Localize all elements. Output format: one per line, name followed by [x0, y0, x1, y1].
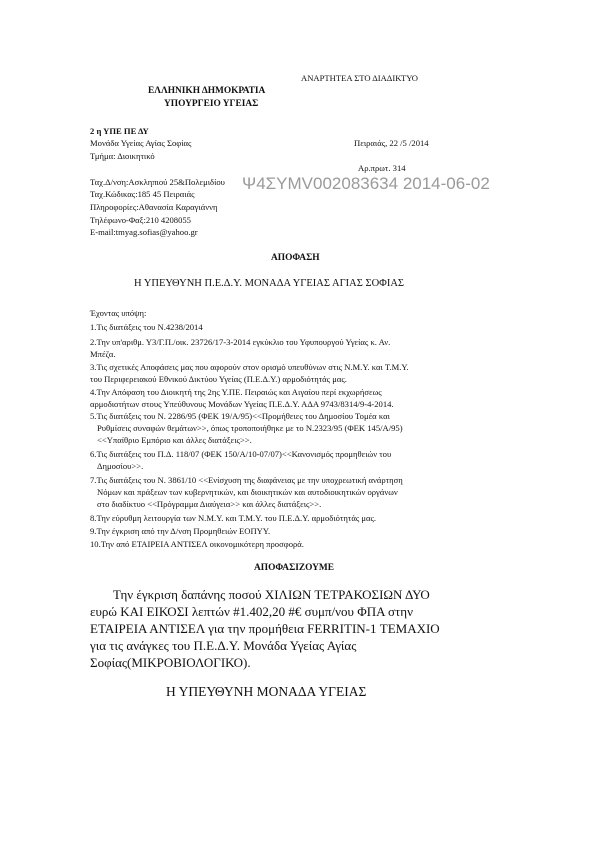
address-line: Ταχ.Δ/νση:Ασκληπιού 25&Πολεμιδίου: [90, 177, 225, 187]
body-line: ΕΤΑΙΡΕΙΑ ΑΝΤΙΣΕΛ για την προμήθεια FERRITIN-1 ΤΕΜΑΧΙΟ: [90, 621, 440, 636]
consideration-line: 8.Την εύρυθμη λειτουργία των Ν.Μ.Υ. και Τ.Μ.Υ. του Π.Ε.Δ.Υ. αρμοδιότητάς μας.: [90, 513, 377, 523]
consideration-line: Ρυθμίσεις συναφών θεμάτων>>, όπως τροποποιήθηκε με το Ν.2323/95 (ΦΕΚ 145/Α/95): [97, 423, 403, 433]
consideration-line: 1.Τις διατάξεις του Ν.4238/2014: [90, 322, 203, 332]
consideration-line: 9.Την έγκριση από την Δ/νση Προμηθειών ΕΟΠΥΥ.: [90, 526, 271, 536]
place-date: Πειραιάς, 22 /5 /2014: [354, 138, 429, 148]
consideration-line: 4.Την Απόφαση του Διοικητή της 2ης Υ.ΠΕ. Πειραιώς και Αιγαίου περί εκχωρήσεως: [90, 387, 382, 397]
consideration-line: 7.Τις διατάξεις του Ν. 3861/10 <<Ενίσχυση της διαφάνειας με την υποχρεωτική ανάρτηση: [90, 475, 403, 485]
body-line: Την έγκριση δαπάνης ποσού ΧΙΛΙΩΝ ΤΕΤΡΑΚΟΣΙΩΝ ΔΥΟ: [113, 587, 430, 602]
body-line: ευρώ ΚΑΙ ΕΙΚΟΣΙ λεπτών #1.402,20 #€ συμπ/νου ΦΠΑ στην: [90, 604, 413, 619]
department-line: Τμήμα: Διοικητικό: [90, 151, 155, 161]
consideration-line: 3.Τις σχετικές Αποφάσεις μας που αφορούν στον ορισμό υπευθύνων στις Ν.Μ.Υ. και Τ.Μ.Υ.: [90, 362, 409, 372]
health-unit-line: Μονάδα Υγείας Αγίας Σοφίας: [90, 138, 192, 148]
region-line: 2 η ΥΠΕ ΠΕ ΔΥ: [90, 126, 149, 136]
considering-label: Έχοντας υπόψη:: [90, 308, 147, 318]
phone-fax-line: Τηλέφωνο-Φαξ:210 4208055: [90, 215, 191, 225]
postal-code-line: Ταχ.Κώδικας:185 45 Πειραιάς: [90, 189, 195, 199]
consideration-line: στο διαδίκτυο <<Πρόγραμμα Διαύγεια>> και άλλες διατάξεις>>.: [97, 499, 322, 509]
consideration-line: αρμοδιοτήτων στους Υπεύθυνους Μονάδων Υγείας Π.Ε.Δ.Υ. ΑΔΑ 9743/8314/9-4-2014.: [90, 399, 394, 409]
decision-title: ΑΠΟΦΑΣΗ: [271, 253, 320, 263]
consideration-line: Μπέζα.: [90, 349, 116, 359]
body-line: Σοφίας(ΜΙΚΡΟΒΙΟΛΟΓΙΚΟ).: [90, 655, 251, 670]
consideration-line: 10.Την από ΕΤΑΙΡΕΙΑ ΑΝΤΙΣΕΛ οικονομικότερη προσφορά.: [90, 539, 304, 549]
consideration-line: 2.Την υπ'αριθμ. Υ3/Γ.Π./οικ. 23726/17-3-2014 εγκύκλιο του Υφυπουργού Υγείας κ. Αν.: [90, 337, 391, 347]
consideration-line: 5.Τις διατάξεις του Ν. 2286/95 (ΦΕΚ 19/Α/95)<<Προμήθειες του Δημοσίου Τομέα και: [90, 411, 390, 421]
consideration-line: του Περιφερειακού Εθνικού Δικτύου Υγείας (Π.Ε.Δ.Υ.) αρμοδιότητάς μας.: [90, 374, 347, 384]
document-watermark: Ψ4ΣΥΜV002083634 2014-06-02: [242, 174, 490, 193]
consideration-line: Νόμων και πράξεων των κυβερνητικών, και διοικητικών και αυτοδιοικητικών οργάνων: [97, 487, 398, 497]
info-line: Πληροφορίες:Αθανασία Καραγιάννη: [90, 202, 218, 212]
authority-title: Η ΥΠΕΥΘΥΝΗ Π.Ε.Δ.Υ. ΜΟΝΑΔΑ ΥΓΕΙΑΣ ΑΓΙΑΣ ΣΟΦΙΑΣ: [134, 278, 405, 289]
consideration-line: <<Υπαίθριο Εμπόριο και άλλες διατάξεις>>.: [97, 435, 252, 445]
signature-title: Η ΥΠΕΥΘΥΝΗ ΜΟΝΑΔΑ ΥΓΕΙΑΣ: [166, 684, 367, 699]
consideration-line: Δημοσίου>>.: [97, 461, 144, 471]
decide-title: ΑΠΟΦΑΣΙΖΟΥΜΕ: [254, 563, 335, 573]
email-line: E-mail:tmyag.sofias@yahoo.gr: [90, 227, 198, 237]
body-line: για τις ανάγκες του Π.Ε.Δ.Υ. Μονάδα Υγείας Αγίας: [90, 638, 357, 653]
protocol-number: Αρ.πρωτ. 314: [358, 163, 406, 173]
ministry-heading: ΥΠΟΥΡΓΕΙΟ ΥΓΕΙΑΣ: [164, 99, 259, 109]
republic-heading: ΕΛΛΗΝΙΚΗ ΔΗΜΟΚΡΑΤΙΑ: [148, 86, 266, 96]
consideration-line: 6.Τις διατάξεις του Π.Δ. 118/07 (ΦΕΚ 150/Α/10-07/07)<<Κανονισμός προμηθειών του: [90, 449, 392, 459]
online-posting-notice: ΑΝΑΡΤΗΤΕΑ ΣΤΟ ΔΙΑΔΙΚΤΥΟ: [301, 73, 418, 83]
